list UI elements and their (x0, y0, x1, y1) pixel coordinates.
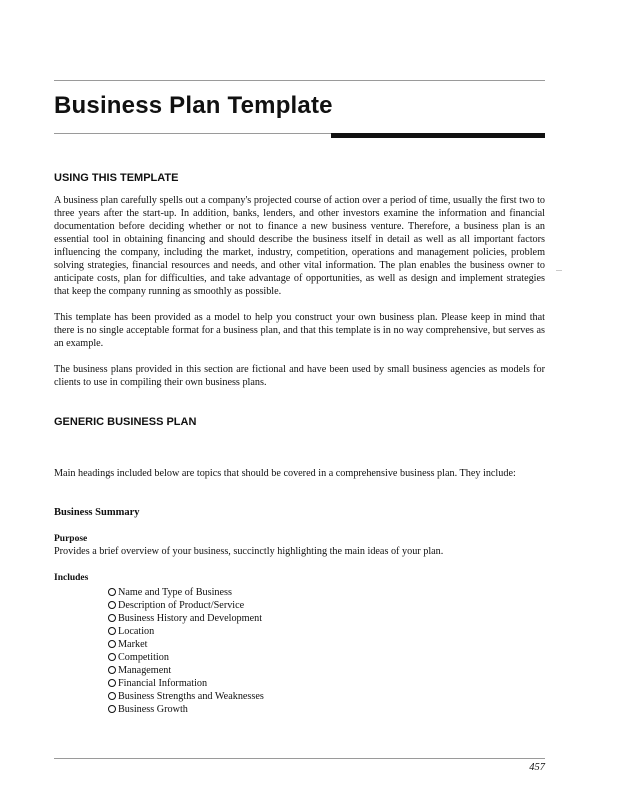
page-title: Business Plan Template (54, 92, 333, 119)
purpose-text: Provides a brief overview of your business, succinctly highlighting the main ideas of your plan. (54, 546, 444, 557)
circle-bullet-icon (108, 614, 116, 622)
margin-mark: ... (556, 264, 562, 273)
list-item (108, 664, 264, 677)
list-item-label: Financial Information (118, 678, 208, 689)
list-item (108, 586, 264, 599)
list-item (108, 625, 264, 638)
circle-bullet-icon (108, 588, 116, 596)
circle-bullet-icon (108, 679, 116, 687)
circle-bullet-icon (108, 627, 116, 635)
bottom-rule (54, 758, 545, 759)
includes-list (108, 586, 264, 716)
list-item-label: Business History and Development (118, 613, 263, 624)
main-headings-paragraph: Main headings included below are topics that should be covered in a comprehensive business plan. They include: (54, 468, 516, 479)
list-item (108, 651, 264, 664)
list-item (108, 703, 264, 716)
list-item-label: Market (118, 639, 148, 650)
list-item (108, 599, 264, 612)
page-number: 457 (529, 762, 545, 773)
circle-bullet-icon (108, 653, 116, 661)
includes-label: Includes (54, 573, 89, 583)
purpose-label: Purpose (54, 534, 88, 544)
business-summary-heading: Business Summary (54, 507, 140, 518)
title-underline-thick (331, 133, 545, 138)
fictional-paragraph: The business plans provided in this section are fictional and have been used by small business agencies as models for clients to use in compiling their own business plans. (54, 364, 545, 388)
circle-bullet-icon (108, 601, 116, 609)
list-item-label: Location (118, 626, 155, 637)
list-item-label: Management (118, 665, 172, 676)
list-item (108, 677, 264, 690)
list-item (108, 612, 264, 625)
circle-bullet-icon (108, 692, 116, 700)
list-item (108, 638, 264, 651)
using-template-heading: USING THIS TEMPLATE (54, 172, 179, 184)
circle-bullet-icon (108, 705, 116, 713)
list-item-label: Business Growth (118, 704, 188, 715)
list-item-label: Business Strengths and Weaknesses (118, 691, 264, 702)
top-rule (54, 80, 545, 81)
list-item-label: Competition (118, 652, 169, 663)
title-underline-thin (54, 133, 331, 134)
template-paragraph: This template has been provided as a model to help you construct your own business plan. Please keep in mind that there is no single acceptable format for a business plan, and that this template is in no way comprehensive, but serves as an example. (54, 312, 545, 349)
intro-paragraph: A business plan carefully spells out a company's projected course of action over a period of time, usually the first two to three years after the start-up. In addition, banks, lenders, and other investors examine the information and financial documentation before deciding whether or not to finance a new business venture. Therefore, a business plan is an essential tool in obtaining financing and should describe the business itself in detail as well as all important factors influencing the company, including the market, industry, competition, operations and management policies, problem solving strategies, financial resources and needs, and other vital information. The plan enables the business owner to anticipate costs, plan for difficulties, and take advantage of opportunities, as well as design and implement strategies that keep the company running as smoothly as possible. (54, 195, 545, 297)
list-item-label: Name and Type of Business (118, 587, 232, 598)
list-item (108, 690, 264, 703)
list-item-label: Description of Product/Service (118, 600, 245, 611)
circle-bullet-icon (108, 640, 116, 648)
generic-plan-heading: GENERIC BUSINESS PLAN (54, 416, 197, 428)
circle-bullet-icon (108, 666, 116, 674)
